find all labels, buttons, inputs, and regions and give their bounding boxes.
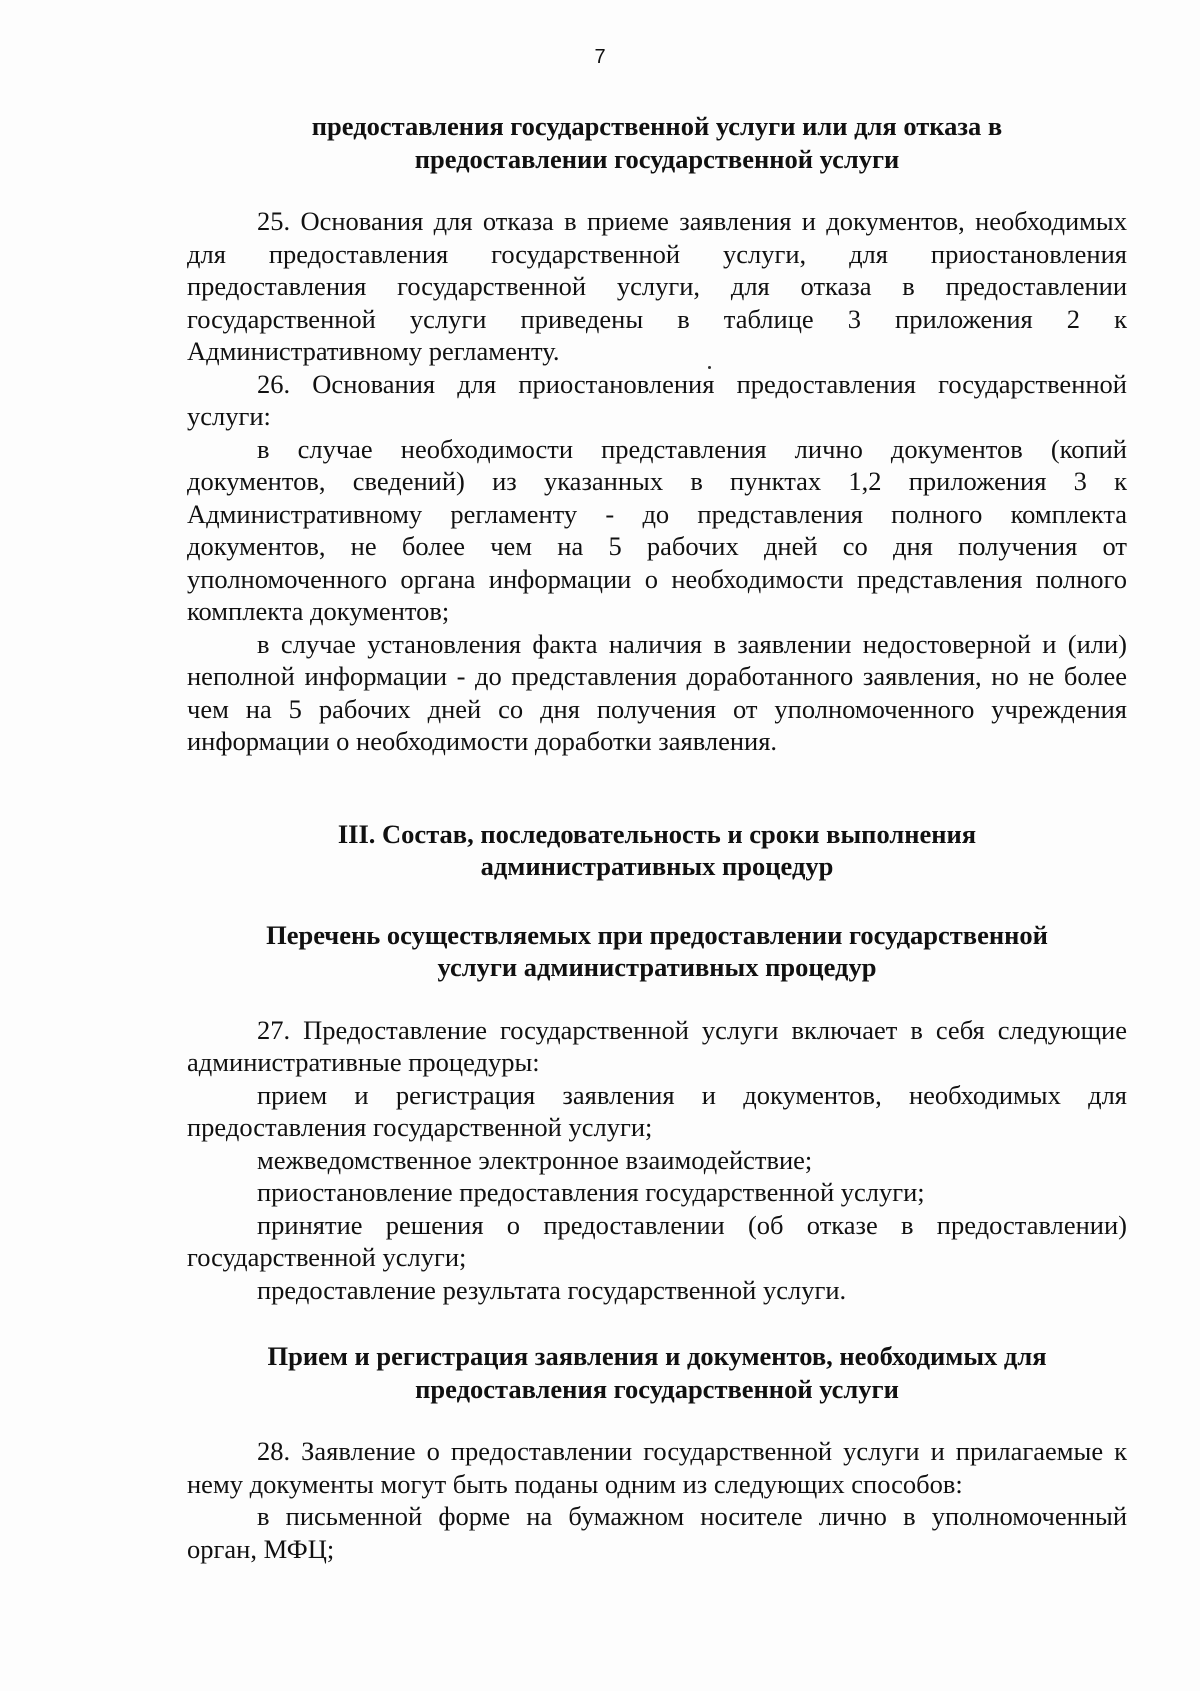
paragraph-27-item: прием и регистрация заявления и документов, необходимых для предоставления государственной услуги; bbox=[187, 1079, 1127, 1142]
paragraph-26-item-2: в случае установления факта наличия в заявлении недостоверной и (или) неполной информации - до представления доработанного заявления, но не более чем на 5 рабочих дней со дня получения от уполномоченного учреждения информации о необходимости доработки заявления. bbox=[187, 628, 1127, 756]
paragraph-28: 28. Заявление о предоставлении государственной услуги и прилагаемые к нему документы могут быть поданы одним из следующих способов: bbox=[187, 1436, 1127, 1499]
paragraph-25: 25. Основания для отказа в приеме заявления и документов, необходимых для предоставления государственной услуги, для приостановления предоставления государственной услуги, для отказа в предоставлении государственной услуги приведены в таблице 3 приложения 2 к Административному регламенту. bbox=[187, 206, 1127, 366]
paragraph-27-item: принятие решения о предоставлении (об отказе в предоставлении) государственной услуги; bbox=[187, 1209, 1127, 1272]
paragraph-27-item: приостановление предоставления государственной услуги; bbox=[257, 1177, 925, 1207]
paragraph-26: 26. Основания для приостановления предоставления государственной услуги: bbox=[187, 368, 1127, 431]
heading-top: предоставления государственной услуги или для отказа в предоставлении государственной услуги bbox=[311, 111, 1003, 174]
paragraph-28-item-1: в письменной форме на бумажном носителе лично в уполномоченный орган, МФЦ; bbox=[187, 1501, 1127, 1564]
paragraph-26-item-1: в случае необходимости представления лично документов (копий документов, сведений) из указанных в пунктах 1,2 приложения 3 к Административному регламенту - до представления полного комплекта документов, не более чем на 5 рабочих дней со дня получения от уполномоченного органа информации о необходимости представления полного комплекта документов; bbox=[187, 433, 1127, 626]
subheading-reception-registration: Прием и регистрация заявления и документов, необходимых для предоставления государственной услуги bbox=[267, 1341, 1047, 1404]
paragraph-27-item: межведомственное электронное взаимодействие; bbox=[257, 1144, 813, 1175]
subheading-procedures-list: Перечень осуществляемых при предоставлении государственной услуги административных процедур bbox=[266, 919, 1048, 982]
page-number: 7 bbox=[594, 46, 606, 68]
page-content bbox=[187, 110, 1127, 1565]
paragraph-27: 27. Предоставление государственной услуги включает в себя следующие административные процедуры: bbox=[187, 1014, 1127, 1077]
scan-speck bbox=[708, 366, 711, 369]
paragraph-27-item: предоставление результата государственной услуги. bbox=[257, 1274, 847, 1305]
section-heading-iii: III. Состав, последовательность и сроки выполнения административных процедур bbox=[337, 818, 977, 881]
